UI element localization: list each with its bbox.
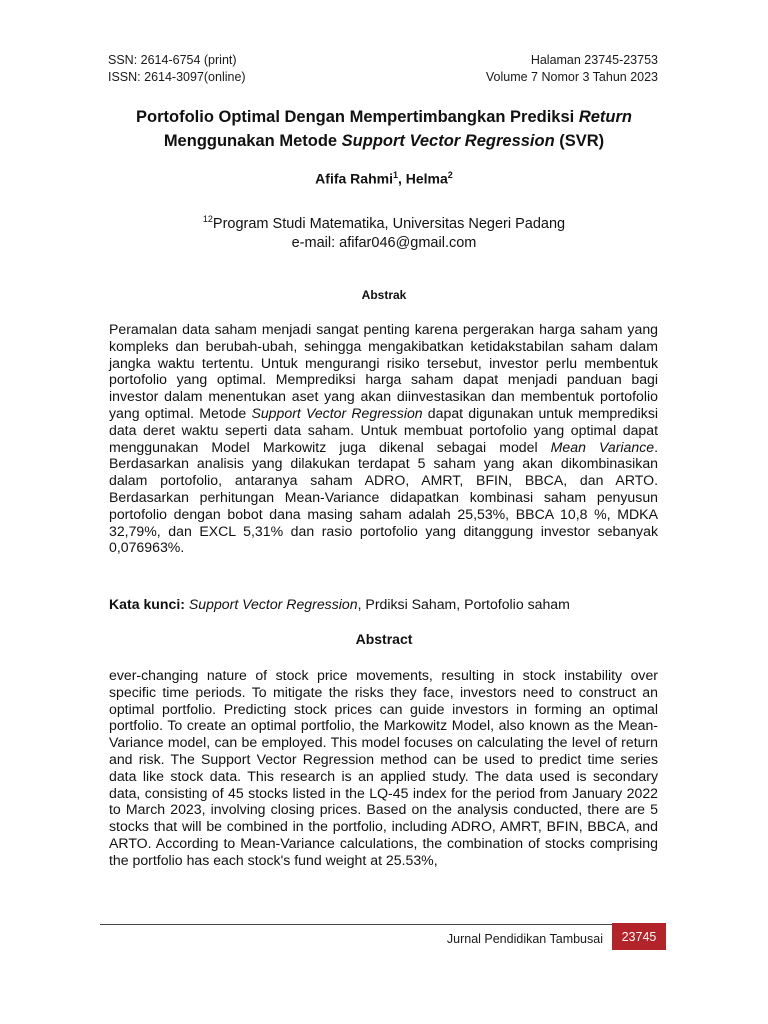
abstrak-heading: Abstrak (361, 288, 407, 302)
author-1: Afifa Rahmi (315, 170, 393, 187)
abstrak-italic-svr: Support Vector Regression (251, 404, 423, 421)
footer-divider (100, 924, 666, 925)
title-part5: (SVR) (554, 132, 605, 150)
keywords (109, 596, 658, 613)
affiliation-text: Program Studi Matematika, Universitas Negeri Padang (212, 215, 566, 232)
issn-online: ISSN: 2614-3097(online) (108, 70, 246, 84)
author-2-sup: 2 (447, 170, 453, 180)
keywords-rest: , Prdiksi Saham, Portofolio saham (357, 596, 570, 612)
paper-title (100, 105, 668, 153)
page-number-badge: 23745 (612, 923, 666, 950)
title-part3: Menggunakan Metode (163, 132, 342, 150)
author-email: e-mail: afifar046@gmail.com (291, 234, 477, 251)
header-volume (486, 52, 658, 86)
keywords-italic: Support Vector Regression (188, 596, 358, 612)
affiliation-sup: 12 (202, 214, 213, 224)
abstract-text: ever-changing nature of stock price movements, resulting in stock instability over specific time periods. To mitigate the risks they face, investors need to construct an optimal portfolio. Predicting stock prices can guide investors in forming an optimal portfolio. To create an optimal portfolio, the Markowitz Model, also known as the Mean-Variance model, can be employed. This model focuses on calculating the level of return and risk. The Support Vector Regression method can be used to predict time series data like stock data. This research is an applied study. The data used is secondary data, consisting of 45 stocks listed in the LQ-45 index for the period from January 2022 to March 2023, involving closing prices. Based on the analysis conducted, there are 5 stocks that will be combined in the portfolio, including ADRO, AMRT, BFIN, BBCA, and ARTO. According to Mean-Variance calculations, the combination of stocks comprising the portfolio has each stock's fund weight at 25.53%, (109, 667, 658, 868)
abstrak-text: Peramalan data saham menjadi sangat penting karena pergerakan harga saham yang kompleks dan berubah-ubah, sehingga mengakibatkan ketidakstabilan saham dalam jangka waktu tertentu. Untuk mengurangi risiko tersebut, investor perlu membentuk portofolio yang optimal. Memprediksi harga saham dapat menjadi panduan bagi investor dalam menentukan aset yang akan diinvestasikan dan membentuk portofolio yang optimal. Metode Support Vector Regression dapat digunakan untuk memprediksi data deret waktu seperti data saham. Untuk membuat portofolio yang optimal dapat menggunakan Model Markowitz juga dikenal sebagai model Mean Variance. Berdasarkan analisis yang dilakukan terdapat 5 saham yang akan dikombinasikan dalam portofolio, antaranya saham ADRO, AMRT, BFIN, BBCA, dan ARTO. Berdasarkan perhitungan Mean-Variance didapatkan kombinasi saham penyusun portofolio dengan bobot dana masing saham adalah 25,53%, BBCA 10,8 %, MDKA 32,79%, dan EXCL 5,31% dan rasio portofolio yang ditanggung investor sebanyak 0,076963%. (109, 321, 658, 556)
keywords-label: Kata kunci: (109, 596, 185, 612)
header-issn (108, 52, 246, 86)
author-separator: , (397, 170, 406, 187)
title-part1: Portofolio Optimal Dengan Mempertimbangkan Prediksi (136, 108, 579, 126)
journal-name: Jurnal Pendidikan Tambusai (446, 932, 603, 946)
abstract-heading: Abstract (355, 631, 413, 647)
title-return: Return (578, 108, 632, 126)
page-range: Halaman 23745-23753 (530, 53, 658, 67)
authors (100, 170, 668, 187)
abstrak-italic-mv: Mean Variance (550, 438, 655, 455)
author-1-sup: 1 (392, 170, 398, 180)
affiliation (100, 210, 668, 253)
volume-info: Volume 7 Nomor 3 Tahun 2023 (485, 70, 658, 84)
issn-print: SSN: 2614-6754 (print) (108, 53, 237, 67)
title-svr: Support Vector Regression (341, 132, 555, 150)
author-2: Helma (405, 170, 448, 187)
